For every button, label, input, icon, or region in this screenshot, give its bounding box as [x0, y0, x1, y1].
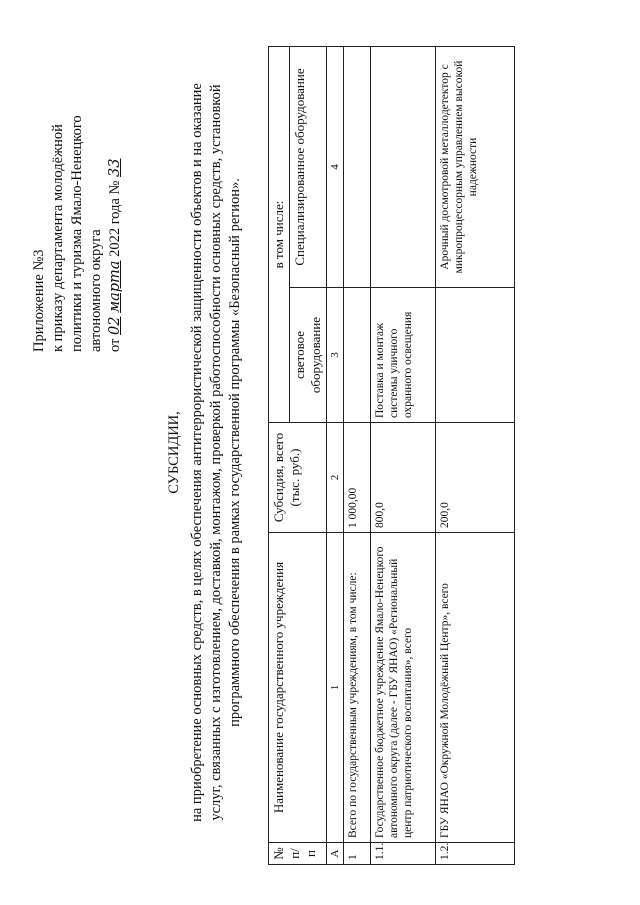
- row-subsidy: 200,0: [436, 423, 515, 533]
- order-number: 33: [107, 158, 123, 177]
- row-special: [371, 46, 436, 287]
- header-name: Наименование государственного учреждения: [269, 533, 327, 843]
- appendix-title: Приложение №3: [31, 249, 47, 352]
- table-row: [436, 46, 515, 864]
- row-special: [344, 46, 371, 287]
- header-subsidy: Субсидия, всего (тыс. руб.): [269, 423, 327, 533]
- header-row-1: [269, 46, 290, 864]
- header-special: Специализированное оборудование: [290, 46, 327, 287]
- date-prefix: от: [107, 338, 123, 352]
- colnum-a: А: [327, 843, 344, 865]
- subtitle-line-3: программного обеспечения в рамках государственной программы «Безопасный регион».: [227, 178, 243, 727]
- row-light: [436, 288, 515, 423]
- row-num: 1: [344, 843, 371, 865]
- header-including: в том числе:: [269, 46, 290, 422]
- colnum-4: 4: [327, 46, 344, 287]
- date-day: 02: [107, 316, 123, 335]
- document-subtitle: [188, 40, 245, 865]
- table-row: [371, 46, 436, 864]
- row-num: 1.2.: [436, 843, 515, 865]
- appendix-region-line: автономного округа: [88, 229, 104, 352]
- row-subsidy: 1 000,00: [344, 423, 371, 533]
- row-name: Государственное бюджетное учреждение Ямало-Ненецкого автономного округа (далее - ГБУ ЯНАО) «Региональный центр патриотического воспитания», всего: [371, 533, 436, 843]
- colnum-1: 1: [327, 533, 344, 843]
- appendix-department-line: политики и туризма Ямало-Ненецкого: [69, 115, 85, 352]
- document-title: СУБСИДИИ,: [166, 411, 182, 494]
- subtitle-line-1: на приобретение основных средств, в целях обеспечения антитеррористической защищенности объектов и на оказание: [189, 83, 205, 822]
- row-name: ГБУ ЯНАО «Окружной Молодёжный Центр», всего: [436, 533, 515, 843]
- colnum-2: 2: [327, 423, 344, 533]
- table-row: [344, 46, 371, 864]
- header-num: № п/п: [269, 843, 327, 865]
- row-light: [344, 288, 371, 423]
- appendix-block: [30, 52, 125, 352]
- subsidies-table: [268, 46, 515, 865]
- row-num: 1.1.: [371, 843, 436, 865]
- row-name: Всего по государственным учреждениям, в том числе:: [344, 533, 371, 843]
- appendix-date-line: [106, 52, 125, 352]
- colnum-3: 3: [327, 288, 344, 423]
- subtitle-line-2: услуг, связанных с изготовлением, доставкой, монтажом, проверкой работоспособности основных средств, установкой: [208, 84, 224, 821]
- header-light: световое оборудование: [290, 288, 327, 423]
- appendix-order-line: к приказу департамента молодёжной: [50, 124, 66, 352]
- row-special: Арочный досмотровой металлодетектор с микропроцессорным управлением высокой надежности: [436, 46, 515, 287]
- row-subsidy: 800,0: [371, 423, 436, 533]
- row-light: Поставка и монтаж системы уличного охранного освещения: [371, 288, 436, 423]
- date-month: марта: [107, 260, 123, 313]
- column-number-row: [327, 46, 344, 864]
- date-year: 2022 года №: [107, 180, 123, 257]
